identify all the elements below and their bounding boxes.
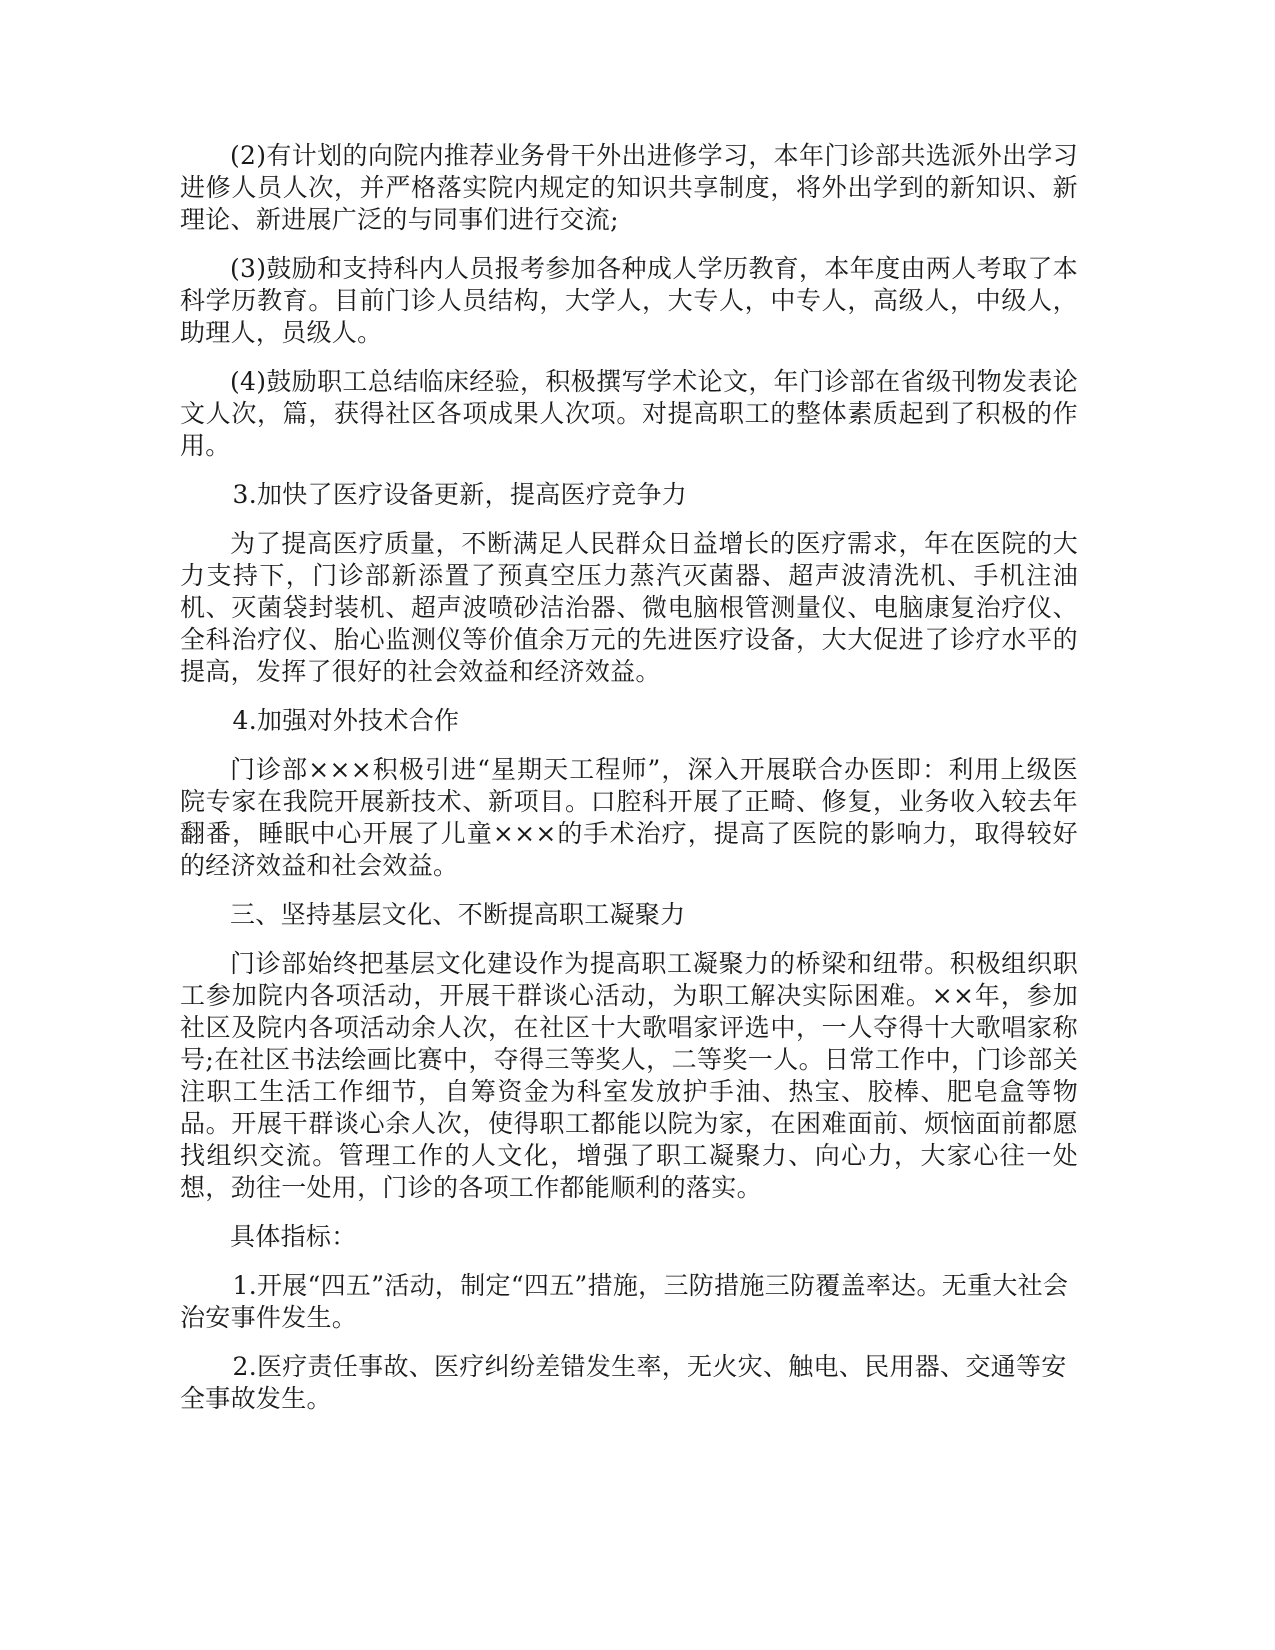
paragraph-cooperation: 门诊部×××积极引进“星期天工程师”，深入开展联合办医即：利用上级医院专家在我院开展新技术、新项目。口腔科开展了正畸、修复，业务收入较去年翻番，睡眠中心开展了儿童×××的手术治疗，提高了医院的影响力，取得较好的经济效益和社会效益。: [180, 755, 1078, 880]
paragraph-culture: 门诊部始终把基层文化建设作为提高职工凝聚力的桥梁和纽带。积极组织职工参加院内各项活动，开展干群谈心活动，为职工解决实际困难。××年，参加社区及院内各项活动余人次，在社区十大歌唱家评选中，一人夺得十大歌唱家称号;在社区书法绘画比赛中，夺得三等奖人，二等奖一人。日常工作中，门诊部关注职工生活工作细节，自筹资金为科室发放护手油、热宝、胶棒、肥皂盒等物品。开展干群谈心余人次，使得职工都能以院为家，在困难面前、烦恼面前都愿找组织交流。管理工作的人文化，增强了职工凝聚力、向心力，大家心往一处想，劲往一处用，门诊的各项工作都能顺利的落实。: [180, 949, 1078, 1202]
indicator-item-1: 1.开展“四五”活动，制定“四五”措施，三防措施三防覆盖率达。无重大社会治安事件发生。: [180, 1271, 1069, 1332]
section-heading-indicators: 具体指标：: [230, 1222, 357, 1251]
section-heading-cooperation: 4.加强对外技术合作: [232, 706, 460, 735]
paragraph-4-papers: (4)鼓励职工总结临床经验，积极撰写学术论文，年门诊部在省级刊物发表论文人次，篇，获得社区各项成果人次项。对提高职工的整体素质起到了积极的作用。: [180, 367, 1078, 460]
section-heading-equipment: 3.加快了医疗设备更新，提高医疗竞争力: [232, 480, 688, 509]
paragraph-2-training: (2)有计划的向院内推荐业务骨干外出进修学习，本年门诊部共选派外出学习进修人员人次，并严格落实院内规定的知识共享制度，将外出学到的新知识、新理论、新进展广泛的与同事们进行交流;: [180, 141, 1078, 234]
indicator-item-2: 2.医疗责任事故、医疗纠纷差错发生率，无火灾、触电、民用器、交通等安全事故发生。: [180, 1352, 1067, 1413]
section-heading-culture: 三、坚持基层文化、不断提高职工凝聚力: [230, 900, 686, 929]
document-body: [180, 140, 1078, 1432]
paragraph-equipment: 为了提高医疗质量，不断满足人民群众日益增长的医疗需求，年在医院的大力支持下，门诊部新添置了预真空压力蒸汽灭菌器、超声波清洗机、手机注油机、灭菌袋封装机、超声波喷砂洁治器、微电脑根管测量仪、电脑康复治疗仪、全科治疗仪、胎心监测仪等价值余万元的先进医疗设备，大大促进了诊疗水平的提高，发挥了很好的社会效益和经济效益。: [180, 529, 1078, 686]
paragraph-3-education: (3)鼓励和支持科内人员报考参加各种成人学历教育，本年度由两人考取了本科学历教育。目前门诊人员结构，大学人，大专人，中专人，高级人，中级人，助理人，员级人。: [180, 254, 1078, 347]
